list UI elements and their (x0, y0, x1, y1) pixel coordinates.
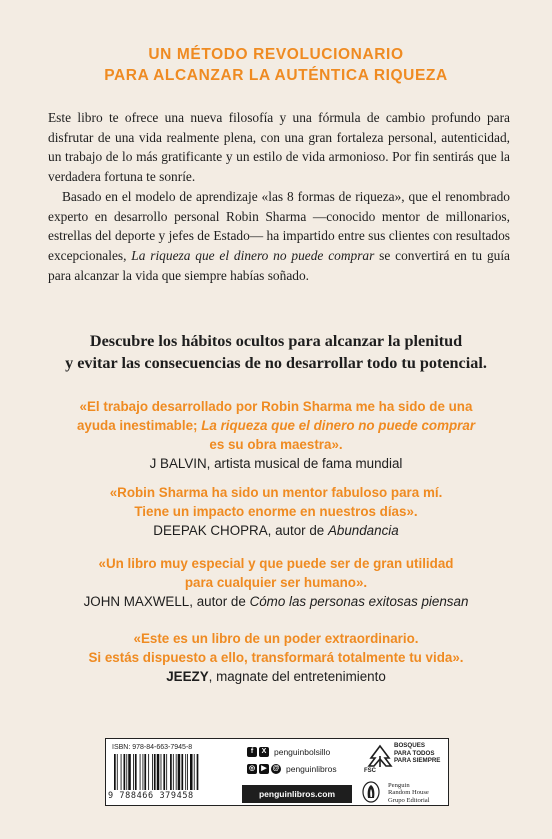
barcode-bar (185, 754, 186, 790)
barcode-bar (161, 754, 162, 790)
publisher-line: Grupo Editorial (388, 796, 430, 804)
quote-line: Tiene un impacto enorme en nuestros días». (134, 504, 418, 519)
quote-text (30, 629, 522, 667)
lead-statement (20, 330, 532, 374)
barcode-bar (124, 754, 126, 790)
headline (0, 44, 552, 86)
facebook-icon[interactable]: f (247, 747, 257, 757)
barcode-bar (135, 754, 137, 790)
author-role: , autor de (267, 523, 328, 538)
barcode-number: 9 788466 379458 (108, 791, 194, 801)
barcode-bar (114, 754, 116, 790)
publisher-line: Penguin (388, 782, 410, 789)
quote-book-title: La riqueza que el dinero no puede comprar (201, 418, 476, 433)
fsc-slogan-line: BOSQUES (394, 742, 425, 749)
publisher-name (388, 782, 430, 804)
threads-icon[interactable]: @ (272, 765, 280, 772)
x-icon[interactable]: X (259, 747, 269, 757)
isbn: ISBN: 978-84-663-7945-8 (112, 744, 193, 751)
barcode-bar (126, 754, 127, 790)
barcode-bar (128, 754, 131, 790)
fsc-slogan (394, 742, 448, 765)
social-handle-libros[interactable]: penguinlibros (286, 764, 337, 774)
fsc-slogan-line: PARA TODOS (394, 749, 435, 757)
fsc-slogan-line: PARA SIEMPRE (394, 757, 441, 764)
author-work: Abundancia (327, 523, 399, 538)
testimonial (30, 554, 522, 638)
website-link[interactable]: penguinlibros.com (242, 785, 352, 803)
lead-line-2: y evitar las consecuencias de no desarrollar todo tu potencial. (65, 354, 487, 372)
quote-line: «El trabajo desarrollado por Robin Sharma me ha sido de una (79, 399, 473, 414)
barcode-bar (117, 754, 118, 790)
author-role: , autor de (189, 594, 250, 609)
barcode-bar (140, 754, 141, 790)
synopsis-p2-end: se convertirá en tu guía para alcanzar la vida que siempre habías soñado. (48, 247, 510, 283)
barcode-bar (187, 754, 188, 790)
barcode-bar (157, 754, 160, 790)
instagram-icon[interactable]: ◎ (248, 765, 256, 772)
quote-line: «Este es un libro de un poder extraordinario. (133, 631, 419, 646)
author-name: JOHN MAXWELL (83, 594, 190, 609)
author-name: J BALVIN (149, 456, 207, 471)
barcode-bar (173, 754, 174, 790)
headline-line-2: PARA ALCANZAR LA AUTÉNTICA RIQUEZA (104, 67, 448, 84)
book-title: La riqueza que el dinero no puede comprar (131, 247, 375, 263)
author-name: DEEPAK CHOPRA (153, 523, 268, 538)
barcode-bar (166, 754, 167, 790)
barcode-bar (163, 754, 165, 790)
author-role: , artista musical de fama mundial (206, 456, 403, 471)
synopsis (48, 108, 510, 285)
penguin-logo (362, 781, 380, 803)
testimonial (30, 397, 522, 481)
barcode-bar (133, 754, 134, 790)
synopsis-p2-start: Basado en el modelo de aprendizaje «las 8 formas de riqueza», que el renombrado experto en desarrollo personal Robin Sharma —conocido mentor de millonarios, estrellas del deporte y jefes de Estado— ha impartido entre sus clientes con resultados excepcionales, (48, 188, 510, 263)
quote-line: «Robin Sharma ha sido un mentor fabuloso para mí. (109, 485, 443, 500)
youtube-icon[interactable]: ▶ (259, 764, 269, 774)
barcode-bar (181, 754, 183, 790)
lead-line-1: Descubre los hábitos ocultos para alcanzar la plenitud (89, 332, 463, 350)
quote-attribution (30, 667, 522, 686)
quote-line (30, 416, 522, 435)
barcode-bar (152, 754, 153, 790)
fsc-label: FSC (364, 768, 376, 774)
barcode-bar (148, 754, 149, 790)
barcode-bar (190, 754, 193, 790)
quote-line: Si estás dispuesto a ello, transformará totalmente tu vida». (88, 650, 464, 665)
synopsis-paragraph-2 (48, 187, 510, 286)
barcode-bar (178, 754, 181, 790)
author-name: JEEZY (166, 669, 209, 684)
quote-attribution (30, 454, 522, 473)
social-row-libros (247, 764, 337, 774)
barcode-bar (197, 754, 199, 790)
quote-line: es su obra maestra». (209, 437, 343, 452)
barcode (112, 754, 236, 790)
publisher-line: Random House (388, 789, 429, 797)
testimonials (30, 397, 522, 713)
author-role: , magnate del entretenimiento (208, 669, 386, 684)
barcode-bar (144, 754, 146, 790)
testimonial (30, 629, 522, 713)
quote-text (30, 483, 522, 521)
barcode-bar (194, 754, 195, 790)
headline-line-1: UN MÉTODO REVOLUCIONARIO (148, 46, 404, 63)
publisher-info-box (105, 738, 449, 806)
quote-text (30, 554, 522, 592)
quote-line: «Un libro muy especial y que puede ser de gran utilidad (98, 556, 454, 571)
author-work: Cómo las personas exitosas piensan (249, 594, 469, 609)
quote-segment: ayuda inestimable; (76, 418, 202, 433)
barcode-bar (176, 754, 177, 790)
quote-text (30, 397, 522, 454)
quote-line: para cualquier ser humano». (184, 575, 368, 590)
social-handle-bolsillo[interactable]: penguinbolsillo (274, 747, 331, 757)
quote-attribution (30, 521, 522, 540)
barcode-bar (143, 754, 144, 790)
social-row-bolsillo (247, 747, 330, 757)
quote-attribution (30, 592, 522, 611)
barcode-bar (121, 754, 122, 790)
synopsis-paragraph-1: Este libro te ofrece una nueva filosofía y una fórmula de cambio profundo para disfrutar de una vida realmente plena, con una gran fortaleza personal, autenticidad, un trabajo de lo más gratificante y un estilo de vida armonioso. Por fin sentirás que la verdadera fortuna te sonríe. (48, 110, 510, 185)
barcode-bar (170, 754, 172, 790)
barcode-bar (154, 754, 156, 790)
